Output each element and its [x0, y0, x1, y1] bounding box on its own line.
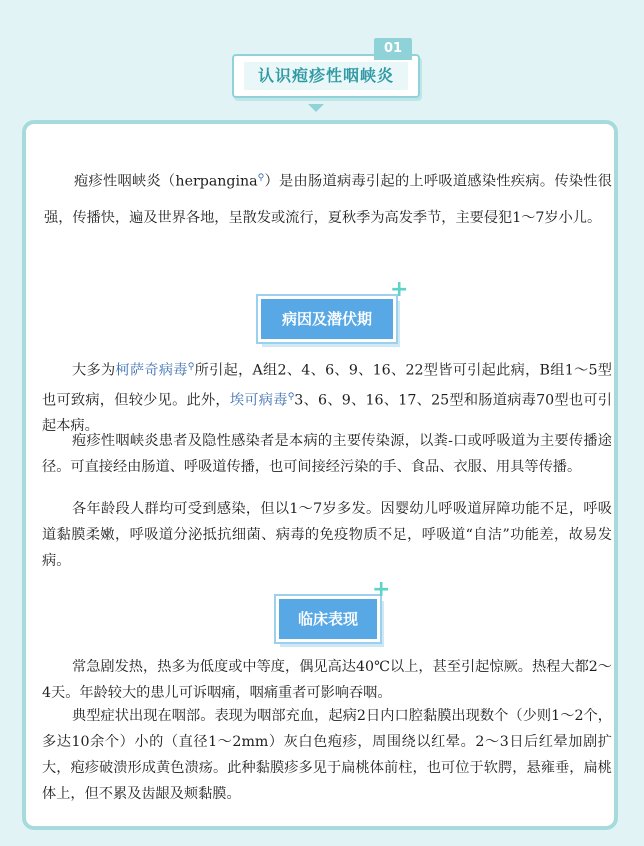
- etiology-text-1a: 大多为: [72, 362, 116, 379]
- intro-paragraph: [44, 160, 612, 236]
- page-title: 认识疱疹性咽峡炎: [257, 66, 394, 85]
- plus-icon: +: [372, 577, 391, 602]
- etiology-text-1b: 所引起，A组2、4、6、9、16、22型皆可引起此病，B组1～5型也可致病，但较少见。此外，: [42, 362, 612, 409]
- etiology-paragraph-2: 疱疹性咽峡炎患者及隐性感染者是本病的主要传染源，以粪-口或呼吸道为主要传播途径。可直接经由肠道、呼吸道传播，也可间接经污染的手、食品、衣服、用具等传播。: [42, 433, 612, 475]
- section-header: [232, 41, 420, 102]
- section-badge-etiology: 病因及潜伏期: [258, 296, 396, 342]
- etiology-text-1c: 3、6、9、16、17、25型和肠道病毒70型也可引起本病。: [42, 392, 612, 435]
- coxsackie-virus-link[interactable]: 柯萨奇病毒: [115, 362, 188, 379]
- search-icon[interactable]: ⚲: [257, 173, 265, 183]
- echo-virus-link[interactable]: 埃可病毒: [229, 392, 288, 409]
- intro-text-start: 疱疹性咽峡炎（herpangina: [74, 173, 258, 190]
- title-pointer-icon: [308, 104, 324, 112]
- search-icon[interactable]: ⚲: [187, 362, 195, 372]
- plus-icon: +: [390, 277, 409, 302]
- intro-text-end: ）是由肠道病毒引起的上呼吸道感染性疾病。传染性很强，传播快，遍及世界各地，呈散发或流行，夏秋季为高发季节，主要侵犯1～7岁小儿。: [44, 173, 612, 226]
- etiology-paragraph-3: 各年龄段人群均可受到感染，但以1～7岁多发。因婴幼儿呼吸道屏障功能不足，呼吸道黏膜柔嫩，呼吸道分泌抵抗细菌、病毒的免疫物质不足，呼吸道“自洁”功能差，故易发病。: [42, 501, 612, 569]
- clinical-paragraph-1: 常急剧发热，热多为低度或中等度，偶见高达40℃以上，甚至引起惊厥。热程大都2～4天。年龄较大的患儿可诉咽痛，咽痛重者可影响吞咽。: [42, 659, 612, 701]
- section-number-badge: 01: [374, 38, 412, 60]
- section-header-inner: [244, 62, 408, 90]
- section-badge-clinical: 临床表现: [276, 596, 380, 642]
- clinical-paragraph-2: 典型症状出现在咽部。表现为咽部充血，起病2日内口腔黏膜出现数个（少则1～2个，多达10余个）小的（直径1～2mm）灰白色疱疹，周围绕以红晕。2～3日后红晕加剧扩大，疱疹破溃形成黄色溃疡。此种黏膜疹多见于扁桃体前柱，也可位于软腭，悬雍垂，扁桃体上，但不累及齿龈及颊黏膜。: [42, 708, 612, 802]
- section-header-box: [232, 54, 420, 98]
- search-icon[interactable]: ⚲: [287, 391, 295, 402]
- etiology-paragraph-1: [42, 354, 612, 439]
